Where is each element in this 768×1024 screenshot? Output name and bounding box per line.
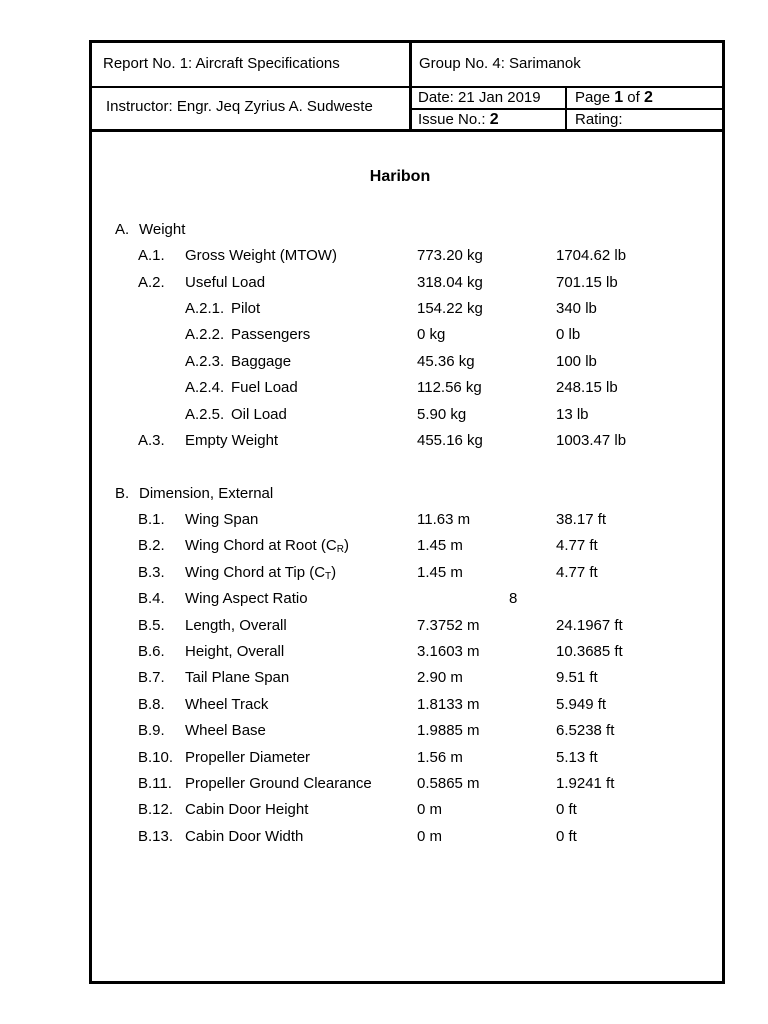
item-number: B.2. [138,537,165,555]
subitem-number: A.2.5. [185,405,225,423]
imperial-value: 5.13 ft [556,748,598,766]
imperial-value: 5.949 ft [556,695,607,713]
section-title: Dimension, External [139,484,274,502]
item-label [185,560,336,588]
imperial-value: 4.77 ft [556,537,598,555]
item-number: B.9. [138,722,165,740]
instructor: Instructor: Engr. Jeq Zyrius A. Sudweste [106,98,373,115]
item-label: Wing Aspect Ratio [185,590,308,608]
subscript: R [336,544,344,556]
table-subrow [0,296,768,322]
subitem-label: Fuel Load [231,379,298,397]
item-label: Height, Overall [185,643,285,661]
imperial-value: 701.15 lb [556,273,618,291]
item-label: Propeller Diameter [185,748,311,766]
imperial-value: 38.17 ft [556,511,607,529]
item-label: Propeller Ground Clearance [185,775,372,792]
metric-value: 1.8133 m [417,695,480,713]
imperial-value: 1003.47 lb [556,431,627,449]
group-number: Group No. 4: Sarimanok [419,55,581,72]
item-label-text: Wing Chord at Root (C [185,537,337,555]
imperial-value: 6.5238 ft [556,722,615,740]
specifications-list [0,217,768,850]
issue-value: 2 [489,111,499,128]
metric-value: 318.04 kg [417,273,483,291]
subitem-number: A.2.2. [185,326,225,344]
item-number: B.6. [138,643,165,661]
table-row [0,533,768,559]
item-number: B.3. [138,563,165,581]
subscript: T [325,570,332,582]
item-label-text: Wing Chord at Tip (C [185,563,326,581]
section-heading [0,217,768,243]
subitem-label: Baggage [231,352,292,370]
table-row [0,771,768,797]
item-number: B.13. [138,827,174,845]
table-row [0,270,768,296]
table-row [0,639,768,665]
header-subcolumn-divider [565,87,567,131]
metric-value: 5.90 kg [417,405,467,423]
table-row [0,797,768,823]
page-total: 2 [643,89,653,106]
imperial-value: 340 lb [556,299,597,317]
metric-value: 11.63 m [417,511,471,529]
subitem-label: Oil Load [231,405,287,423]
metric-value: 2.90 m [417,669,463,687]
item-label: Empty Weight [185,431,279,449]
subitem-label: Pilot [231,299,261,317]
metric-value: 1.45 m [417,537,463,555]
item-number: B.4. [138,590,165,608]
table-row [0,428,768,454]
item-label-end: ) [343,537,349,555]
page-label: Page [575,89,611,106]
item-label: Wheel Track [185,695,269,713]
metric-value: 45.36 kg [417,352,475,370]
rating-label: Rating: [575,111,623,128]
item-number: B.8. [138,695,165,713]
table-subrow [0,349,768,375]
item-number: B.1. [138,511,165,529]
page-indicator [575,88,653,108]
item-number: B.12. [138,801,174,819]
date: Date: 21 Jan 2019 [418,89,541,106]
metric-value: 0 m [417,801,443,819]
table-subrow [0,322,768,348]
imperial-value: 0 ft [556,827,577,845]
section-title: Weight [139,220,186,238]
metric-value: 0.5865 m [417,775,480,792]
issue-label: Issue No.: [418,111,486,128]
imperial-value: 9.51 ft [556,669,598,687]
metric-value: 455.16 kg [417,431,483,449]
imperial-value: 100 lb [556,352,597,370]
item-number: A.2. [138,273,165,291]
item-label: Cabin Door Width [185,827,304,845]
report-number: Report No. 1: Aircraft Specifications [103,55,340,72]
table-row [0,243,768,269]
metric-value: 0 kg [417,326,446,344]
item-label: Wheel Base [185,722,266,740]
item-label: Wing Span [185,511,259,529]
table-row [0,507,768,533]
imperial-value: 1.9241 ft [556,775,615,792]
page-of: of [627,89,640,106]
metric-value: 1.9885 m [417,722,480,740]
issue-number [418,110,499,130]
item-label: Gross Weight (MTOW) [185,247,337,265]
table-row [0,824,768,850]
header-bottom-rule [89,129,725,132]
item-number: B.11. [138,775,172,792]
section-letter: A. [115,220,130,238]
aspect-ratio-value: 8 [509,590,518,608]
subitem-number: A.2.1. [185,299,225,317]
subitem-label: Passengers [231,326,311,344]
imperial-value: 10.3685 ft [556,643,623,661]
table-row [0,560,768,586]
section-letter: B. [115,484,130,502]
item-label [185,533,349,561]
subitem-number: A.2.3. [185,352,225,370]
page-current: 1 [614,89,624,106]
imperial-value: 13 lb [556,405,589,423]
metric-value: 7.3752 m [417,616,480,634]
metric-value: 3.1603 m [417,643,480,661]
imperial-value: 248.15 lb [556,379,618,397]
item-label: Length, Overall [185,616,287,634]
document-title: Haribon [369,168,431,185]
table-row [0,718,768,744]
imperial-value: 24.1967 ft [556,616,623,634]
metric-value: 1.45 m [417,563,463,581]
item-number: B.5. [138,616,165,634]
table-row [0,665,768,691]
table-row [0,613,768,639]
item-label: Tail Plane Span [185,669,290,687]
item-label: Cabin Door Height [185,801,309,819]
imperial-value: 0 ft [556,801,577,819]
item-number: A.3. [138,431,165,449]
item-number: B.10. [138,748,174,766]
section-spacer [0,454,768,480]
section-heading [0,481,768,507]
imperial-value: 0 lb [556,326,581,344]
imperial-value: 1704.62 lb [556,247,627,265]
table-row [0,745,768,771]
item-number: B.7. [138,669,165,687]
metric-value: 154.22 kg [417,299,483,317]
item-label-end: ) [331,563,337,581]
item-label: Useful Load [185,273,266,291]
metric-value: 773.20 kg [417,247,483,265]
imperial-value: 4.77 ft [556,563,598,581]
metric-value: 0 m [417,827,443,845]
subitem-number: A.2.4. [185,379,225,397]
table-row [0,586,768,612]
item-number: A.1. [138,247,165,265]
metric-value: 112.56 kg [417,379,482,397]
table-row [0,692,768,718]
metric-value: 1.56 m [417,748,463,766]
table-subrow [0,375,768,401]
table-subrow [0,402,768,428]
